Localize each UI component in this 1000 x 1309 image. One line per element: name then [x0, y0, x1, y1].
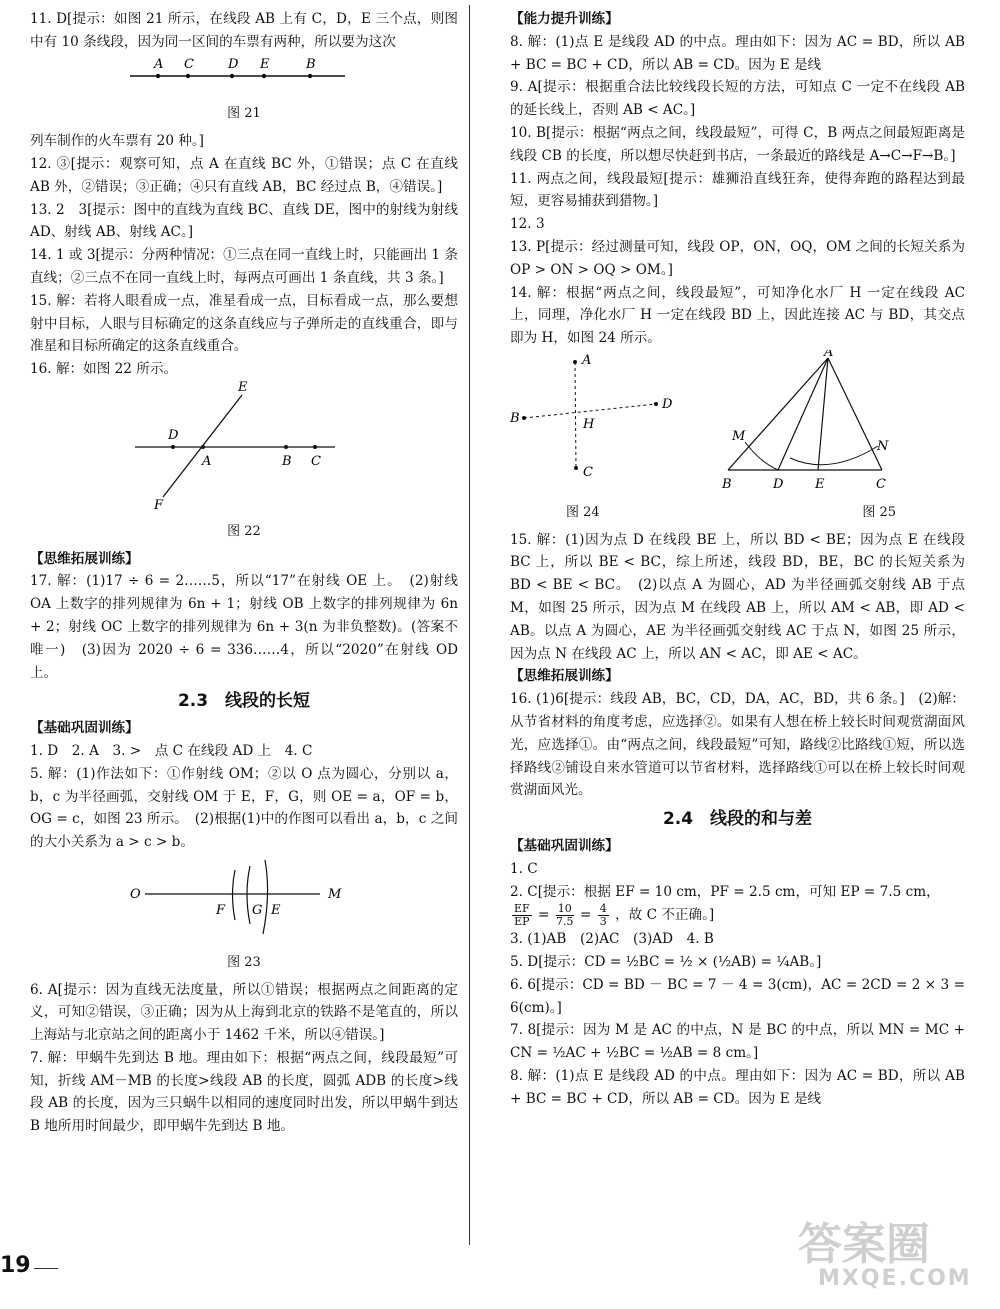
side-AB [728, 358, 828, 470]
answer-5: 5. D[提示：CD = ½BC = ½ × (½AB) = ¼AB。] [510, 954, 822, 971]
label-F: F [154, 497, 164, 511]
figure-24-caption: 图 24 [566, 504, 600, 520]
label-A: A [202, 453, 212, 469]
label-C: C [583, 464, 593, 480]
answer-8: 8. 解：(1)点 E 是线段 AD 的中点。理由如下：因为 AC = BD，所以 AB + BC = BC + CD，所以 AB = CD。因为 E 是线 [510, 1068, 965, 1107]
label-B: B [306, 56, 316, 72]
answer-17: 17. 解：(1)17 ÷ 6 = 2……5，所以“17”在射线 OE 上。 (2)射线 OA 上数字的排列规律为 6n + 1；射线 OB 上数字的排列规律为 6n + 2；射线 OC 上数字的排列规律为 6n + 3(n 为非负整数)。(答案不唯一) (3)因为 2020 ÷ 6 = 336……4，所以“2020”在射线 OD 上。 [30, 573, 458, 681]
point-B [522, 416, 526, 420]
watermark-url: MXQE.COM [818, 1266, 972, 1291]
label-E: E [815, 476, 825, 492]
answer-5: 5. 解：(1)作法如下：①作射线 OM；②以 O 点为圆心，分别以 a，b，c 为半径画弧，交射线 OM 于 E，F，G，则 OE = a，OF = b，OG = c，如图 23 所示。 (2)根据(1)中的作图可以看出 a，b，c 之间的大小关系为 a > c > b。 [30, 765, 458, 851]
answer-11: 11. D[提示：如图 21 所示，在线段 AB 上有 C，D，E 三个点，则图中有 10 条线段，因为同一区间的车票有两种，所以要为这次 [30, 11, 458, 50]
section-2-3-title: 2.3 线段的长短 [177, 691, 311, 712]
section-basic-training: 【基础巩固训练】 [510, 837, 619, 854]
label-G: G [252, 902, 263, 918]
segment-AD [778, 358, 828, 470]
page-number: 19 [0, 1253, 31, 1278]
answers-3-4: 3. (1)AB (2)AC (3)AD 4. B [510, 931, 714, 948]
label-E: E [260, 56, 270, 72]
right-column [510, 8, 965, 1111]
answer-12: 12. 3 [510, 216, 545, 233]
label-N: N [877, 438, 889, 454]
point-A [156, 73, 160, 77]
section-thinking-extension: 【思维拓展训练】 [30, 550, 139, 567]
answer-8: 8. 解：(1)点 E 是线段 AD 的中点。理由如下：因为 AC = BD，所以 AB + BC = BC + CD，所以 AB = CD。因为 E 是线 [510, 33, 965, 73]
label-D: D [662, 396, 673, 412]
watermark-logo [780, 1208, 990, 1303]
fraction-EF-EP: $\frac{EF}{EP}$ [514, 902, 530, 929]
figure-22 [30, 381, 458, 511]
answer-15: 15. 解：若将人眼看成一点，准星看成一点，目标看成一点，那么要想射中目标，人眼与目标确定的这条直线应与子弹所走的直线重合，即与准星和目标所确定的这条直线重合。 [30, 292, 458, 355]
label-A: A [154, 56, 164, 72]
label-M: M [328, 886, 342, 902]
answer-2-fraction-line: $\frac{EF}{EP}$ = $\frac{10}{7.5}$ = $\frac{4}{3}$ ，故 C 不正确。] [514, 902, 715, 929]
section-basic-training: 【基础巩固训练】 [30, 720, 139, 737]
label-F: F [216, 902, 226, 918]
answer-6: 6. A[提示：因为直线无法度量，所以①错误；根据两点之间距离的定义，可知②错误，③正确；因为从上海到北京的铁路不是笔直的，所以上海站与北京站之间的距离小于 1462 千米，所以④错误。] [30, 981, 458, 1044]
segment-AE [818, 358, 828, 470]
label-B: B [510, 410, 520, 426]
answer-6: 6. 6[提示：CD = BD － BC = 7 － 4 = 3(cm)，AC = 2CD = 2 × 3 = 6(cm)。] [510, 976, 965, 1016]
figure-23-caption: 图 23 [227, 954, 261, 970]
column-divider [469, 5, 470, 1245]
label-B: B [722, 476, 732, 492]
section-thinking-extension: 【思维拓展训练】 [510, 668, 619, 685]
label-D: D [773, 476, 784, 492]
label-O: O [130, 886, 141, 902]
figure-25-caption: 图 25 [862, 504, 896, 520]
answer-11: 11. 两点之间，线段最短[提示：雄狮沿直线狂奔，使得奔跑的路程达到最短，更容易捕获到猎物。] [510, 170, 965, 210]
arc-E [263, 860, 268, 934]
point-D [171, 445, 175, 449]
label-E: E [271, 902, 281, 918]
figure-21 [30, 54, 458, 94]
answer-7: 7. 8[提示：因为 M 是 AC 的中点，N 是 BC 的中点，所以 MN = MC + CN = ½AC + ½BC = ½AB = 8 cm。] [510, 1022, 965, 1062]
answer-10: 10. B[提示：根据“两点之间，线段最短”，可得 C，B 两点之间最短距离是线段 CB 的长度，所以想尽快赶到书店，一条最近的路线是 A→C→F→B。] [510, 124, 965, 164]
label-D: D [228, 56, 239, 72]
watermark-text: 答案圈 [798, 1219, 930, 1270]
figure-23 [30, 854, 458, 942]
label-B: B [282, 453, 292, 469]
arc-G [247, 866, 250, 924]
label-A: A [824, 349, 834, 360]
point-C [186, 73, 190, 77]
point-A [201, 445, 205, 449]
answer-14: 14. 1 或 3[提示：分两种情况：①三点在同一直线上时，只能画出 1 条直线；②三点不在同一直线上时，每两点可画出 1 条直线，共 3 条。] [30, 247, 458, 286]
point-C [313, 445, 317, 449]
label-C: C [184, 56, 194, 72]
label-A: A [582, 352, 592, 368]
answer-1: 1. C [510, 860, 538, 877]
answer-11-cont: 列车制作的火车票有 20 种。] [30, 133, 204, 150]
left-column [30, 8, 458, 1138]
answer-16: 16. 解：如图 22 所示。 [30, 361, 178, 378]
point-C [574, 466, 578, 470]
answers-1-4: 1. D 2. A 3. > 点 C 在线段 AD 上 4. C [30, 742, 313, 759]
answer-14: 14. 解：根据“两点之间，线段最短”，可知净化水厂 H 一定在线段 AC 上，同理，净化水厂 H 一定在线段 BD 上，因此连接 AC 与 BD，其交点即为 H，如图 24 所示。 [510, 284, 965, 347]
label-C: C [876, 476, 886, 492]
segment-AC [575, 362, 576, 468]
segment-BD [524, 404, 656, 418]
answer-7: 7. 解：甲蜗牛先到达 B 地。理由如下：根据“两点之间，线段最短”可知，折线 AM－MB 的长度>线段 AB 的长度，圆弧 ADB 的长度>线段 AB 的长度，因为三只蜗牛以相同的速度同时出发，所以甲蜗牛到达 B 地所用时间最少，即甲蜗牛先到达 B 地。 [30, 1049, 458, 1135]
point-B [308, 73, 312, 77]
label-H: H [583, 416, 595, 432]
point-A [573, 360, 577, 364]
label-C: C [311, 453, 321, 469]
point-D [654, 402, 658, 406]
arc-EN [790, 446, 878, 465]
figure-21-caption: 图 21 [227, 106, 261, 122]
label-D: D [168, 427, 179, 443]
answer-12: 12. ③[提示：观察可知，点 A 在直线 BC 外，①错误；点 C 在直线 AB 外，②错误；③正确；④只有直线 AB，BC 经过点 B，④错误。] [30, 155, 458, 195]
section-ability-training: 【能力提升训练】 [510, 11, 619, 27]
answer-16: 16. (1)6[提示：线段 AB，BC，CD，DA，AC，BD，共 6 条。] (2)解：从节省材料的角度考虑，应选择②。如果有人想在桥上较长时间观赏湖面风光，应选择①。由“两点之间，线段最短”可知，路线②比路线①短，所以选择路线②铺设自来水管道可以节省材料，选择路线①可以在桥上较长时间观赏湖面风光。 [510, 691, 965, 799]
point-D [230, 73, 234, 77]
arc-F [233, 870, 236, 920]
answer-13: 13. 2 3[提示：图中的直线为直线 BC、直线 DE，图中的射线为射线 AD、射线 AB、射线 AC。] [30, 201, 458, 241]
page-number-rule [34, 1268, 58, 1269]
answer-9: 9. A[提示：根据重合法比较线段长短的方法，可知点 C 一定不在线段 AB 的延长线上，否则 AB < AC。] [510, 79, 965, 119]
fraction-10-7-5: $\frac{10}{7.5}$ [555, 902, 574, 929]
point-B [284, 445, 288, 449]
answer-15: 15. 解：(1)因为点 D 在线段 BE 上，所以 BD < BE；因为点 E 在线段 BC 上，所以 BE < BC，综上所述，线段 BD，BE，BC 的长短关系为 BD < BE < BC。 (2)以点 A 为圆心，AD 为半径画弧交射线 AB 于点 M，如图 25 所示，因为点 M 在线段 AB 上，所以 AM < AB，即 AD < AB。以点 A 为圆心，AE 为半径画弧交射线 AC 于点 N，如图 25 所示，因为点 N 在线段 AC 上，所以 AN < AC，即 AE < AC。 [510, 531, 965, 662]
answer-2: 2. C[提示：根据 EF = 10 cm，PF = 2.5 cm，可知 EP = 7.5 cm， [510, 883, 940, 900]
figures-24-25 [510, 350, 965, 492]
section-2-4-title: 2.4 线段的和与差 [662, 809, 813, 830]
point-E [262, 73, 266, 77]
figure-22-caption: 图 22 [227, 523, 261, 539]
label-E: E [238, 380, 248, 395]
side-AC [828, 358, 882, 470]
label-M: M [732, 428, 746, 444]
fraction-4-3: $\frac{4}{3}$ [599, 902, 607, 929]
answer-13: 13. P[提示：经过测量可知，线段 OP，ON，OQ，OM 之间的长短关系为 OP > ON > OQ > OM。] [510, 238, 965, 278]
